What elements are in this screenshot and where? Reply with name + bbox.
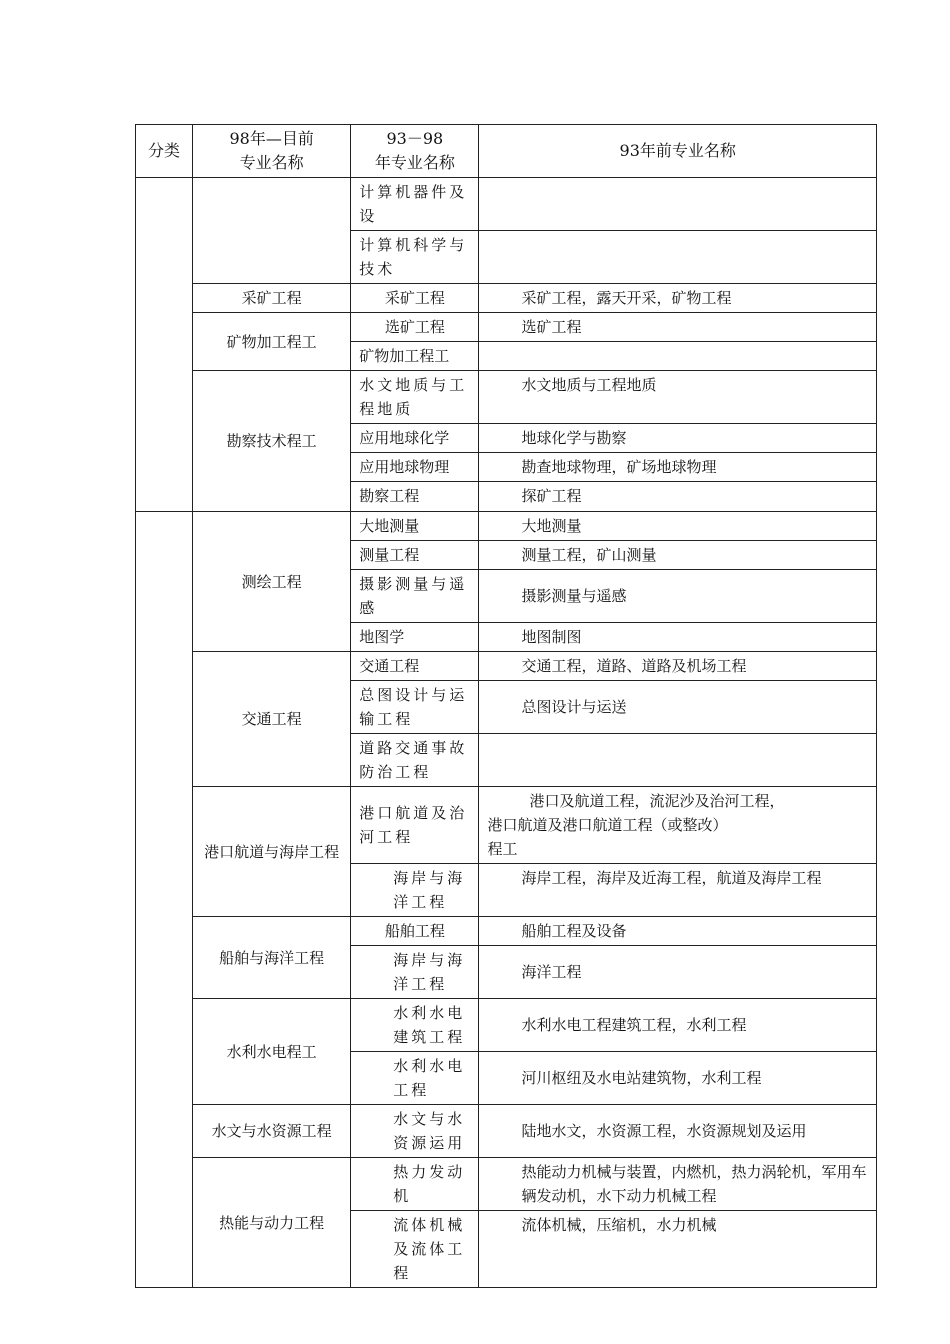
major-93-98-cell: 矿物加工程工 [351,342,479,371]
major-93-98-cell: 计算机科学与技术 [351,231,479,284]
major-pre93-cell: 水文地质与工程地质 [479,371,877,424]
major-93-98-cell: 应用地球物理 [351,453,479,482]
major-93-98-cell: 海岸与海洋工程 [351,946,479,999]
major-pre93-cell: 采矿工程，露天开采，矿物工程 [479,284,877,313]
major-pre93-cell [479,231,877,284]
major-93-98-cell: 交通工程 [351,652,479,681]
major-pre93-cell: 探矿工程 [479,482,877,512]
major-93-98-cell: 海岸与海洋工程 [351,864,479,917]
major-pre93-cell [479,787,877,864]
major-93-98-cell: 摄影测量与遥感 [351,570,479,623]
major-pre93-cell: 船舶工程及设备 [479,917,877,946]
header-category: 分类 [136,125,193,178]
table-row [136,512,877,541]
major-98-cell: 交通工程 [193,652,351,787]
major-pre93-cell: 陆地水文，水资源工程，水资源规划及运用 [479,1105,877,1158]
major-93-98-cell: 水文地质与工程地质 [351,371,479,424]
major-pre93-cell: 流体机械，压缩机，水力机械 [479,1211,877,1288]
header-98-present [193,125,351,178]
major-pre93-cell: 海洋工程 [479,946,877,999]
pre93-line2: 港口航道及港口航道工程（或整改） [487,816,728,834]
major-93-98-cell: 水利水电工程 [351,1052,479,1105]
major-pre93-cell: 摄影测量与遥感 [479,570,877,623]
table-row [136,1158,877,1211]
major-98-cell: 船舶与海洋工程 [193,917,351,999]
major-pre93-cell [479,734,877,787]
major-98-cell: 测绘工程 [193,512,351,652]
header-98-line1: 98年—目前 [229,129,314,148]
major-pre93-cell: 总图设计与运送 [479,681,877,734]
table-row [136,313,877,342]
major-93-98-cell: 水文与水资源运用 [351,1105,479,1158]
major-98-cell: 水利水电程工 [193,999,351,1105]
major-93-98-cell: 大地测量 [351,512,479,541]
major-98-cell: 勘察技术程工 [193,371,351,512]
major-93-98-cell: 总图设计与运输工程 [351,681,479,734]
major-93-98-cell: 计算机器件及设 [351,178,479,231]
table-header-row [136,125,877,178]
major-98-cell: 矿物加工程工 [193,313,351,371]
major-pre93-cell [479,342,877,371]
major-pre93-cell: 测量工程，矿山测量 [479,541,877,570]
major-98-cell: 水文与水资源工程 [193,1105,351,1158]
pre93-line1: 港口及航道工程，流泥沙及治河工程， [529,792,785,810]
major-93-98-cell: 流体机械及流体工程 [351,1211,479,1288]
major-98-cell: 港口航道与海岸工程 [193,787,351,917]
header-98-line2: 专业名称 [239,153,304,172]
major-93-98-cell: 水利水电建筑工程 [351,999,479,1052]
major-pre93-cell: 大地测量 [479,512,877,541]
major-93-98-cell: 道路交通事故防治工程 [351,734,479,787]
major-93-98-cell: 测量工程 [351,541,479,570]
table-row [136,284,877,313]
category-cell [136,178,193,512]
major-93-98-cell: 采矿工程 [351,284,479,313]
major-93-98-cell: 港口航道及治河工程 [351,787,479,864]
header-93-line1: 93－98 [386,129,444,148]
major-comparison-table [135,124,877,1288]
pre93-line3: 程工 [487,840,518,858]
major-pre93-cell: 交通工程，道路、道路及机场工程 [479,652,877,681]
major-98-cell: 采矿工程 [193,284,351,313]
table-row [136,1105,877,1158]
major-98-cell [193,178,351,284]
major-93-98-cell: 勘察工程 [351,482,479,512]
major-93-98-cell: 船舶工程 [351,917,479,946]
table-row [136,999,877,1052]
major-pre93-cell [479,178,877,231]
major-98-cell: 热能与动力工程 [193,1158,351,1288]
major-pre93-cell: 水利水电工程建筑工程，水利工程 [479,999,877,1052]
major-pre93-cell: 勘查地球物理，矿场地球物理 [479,453,877,482]
table-row [136,178,877,231]
major-pre93-cell: 热能动力机械与装置，内燃机，热力涡轮机，军用车辆发动机，水下动力机械工程 [479,1158,877,1211]
major-93-98-cell: 选矿工程 [351,313,479,342]
major-pre93-cell: 地图制图 [479,623,877,652]
major-pre93-cell: 地球化学与勘察 [479,424,877,453]
table-row [136,787,877,864]
major-pre93-cell: 选矿工程 [479,313,877,342]
table-row [136,917,877,946]
major-pre93-cell: 河川枢纽及水电站建筑物，水利工程 [479,1052,877,1105]
header-93-line2: 年专业名称 [374,153,455,172]
table-row [136,652,877,681]
major-93-98-cell: 热力发动机 [351,1158,479,1211]
major-93-98-cell: 应用地球化学 [351,424,479,453]
table-row [136,371,877,424]
header-93-98 [351,125,479,178]
category-cell [136,512,193,1288]
major-93-98-cell: 地图学 [351,623,479,652]
header-pre-93: 93年前专业名称 [479,125,877,178]
major-pre93-cell: 海岸工程，海岸及近海工程，航道及海岸工程 [479,864,877,917]
